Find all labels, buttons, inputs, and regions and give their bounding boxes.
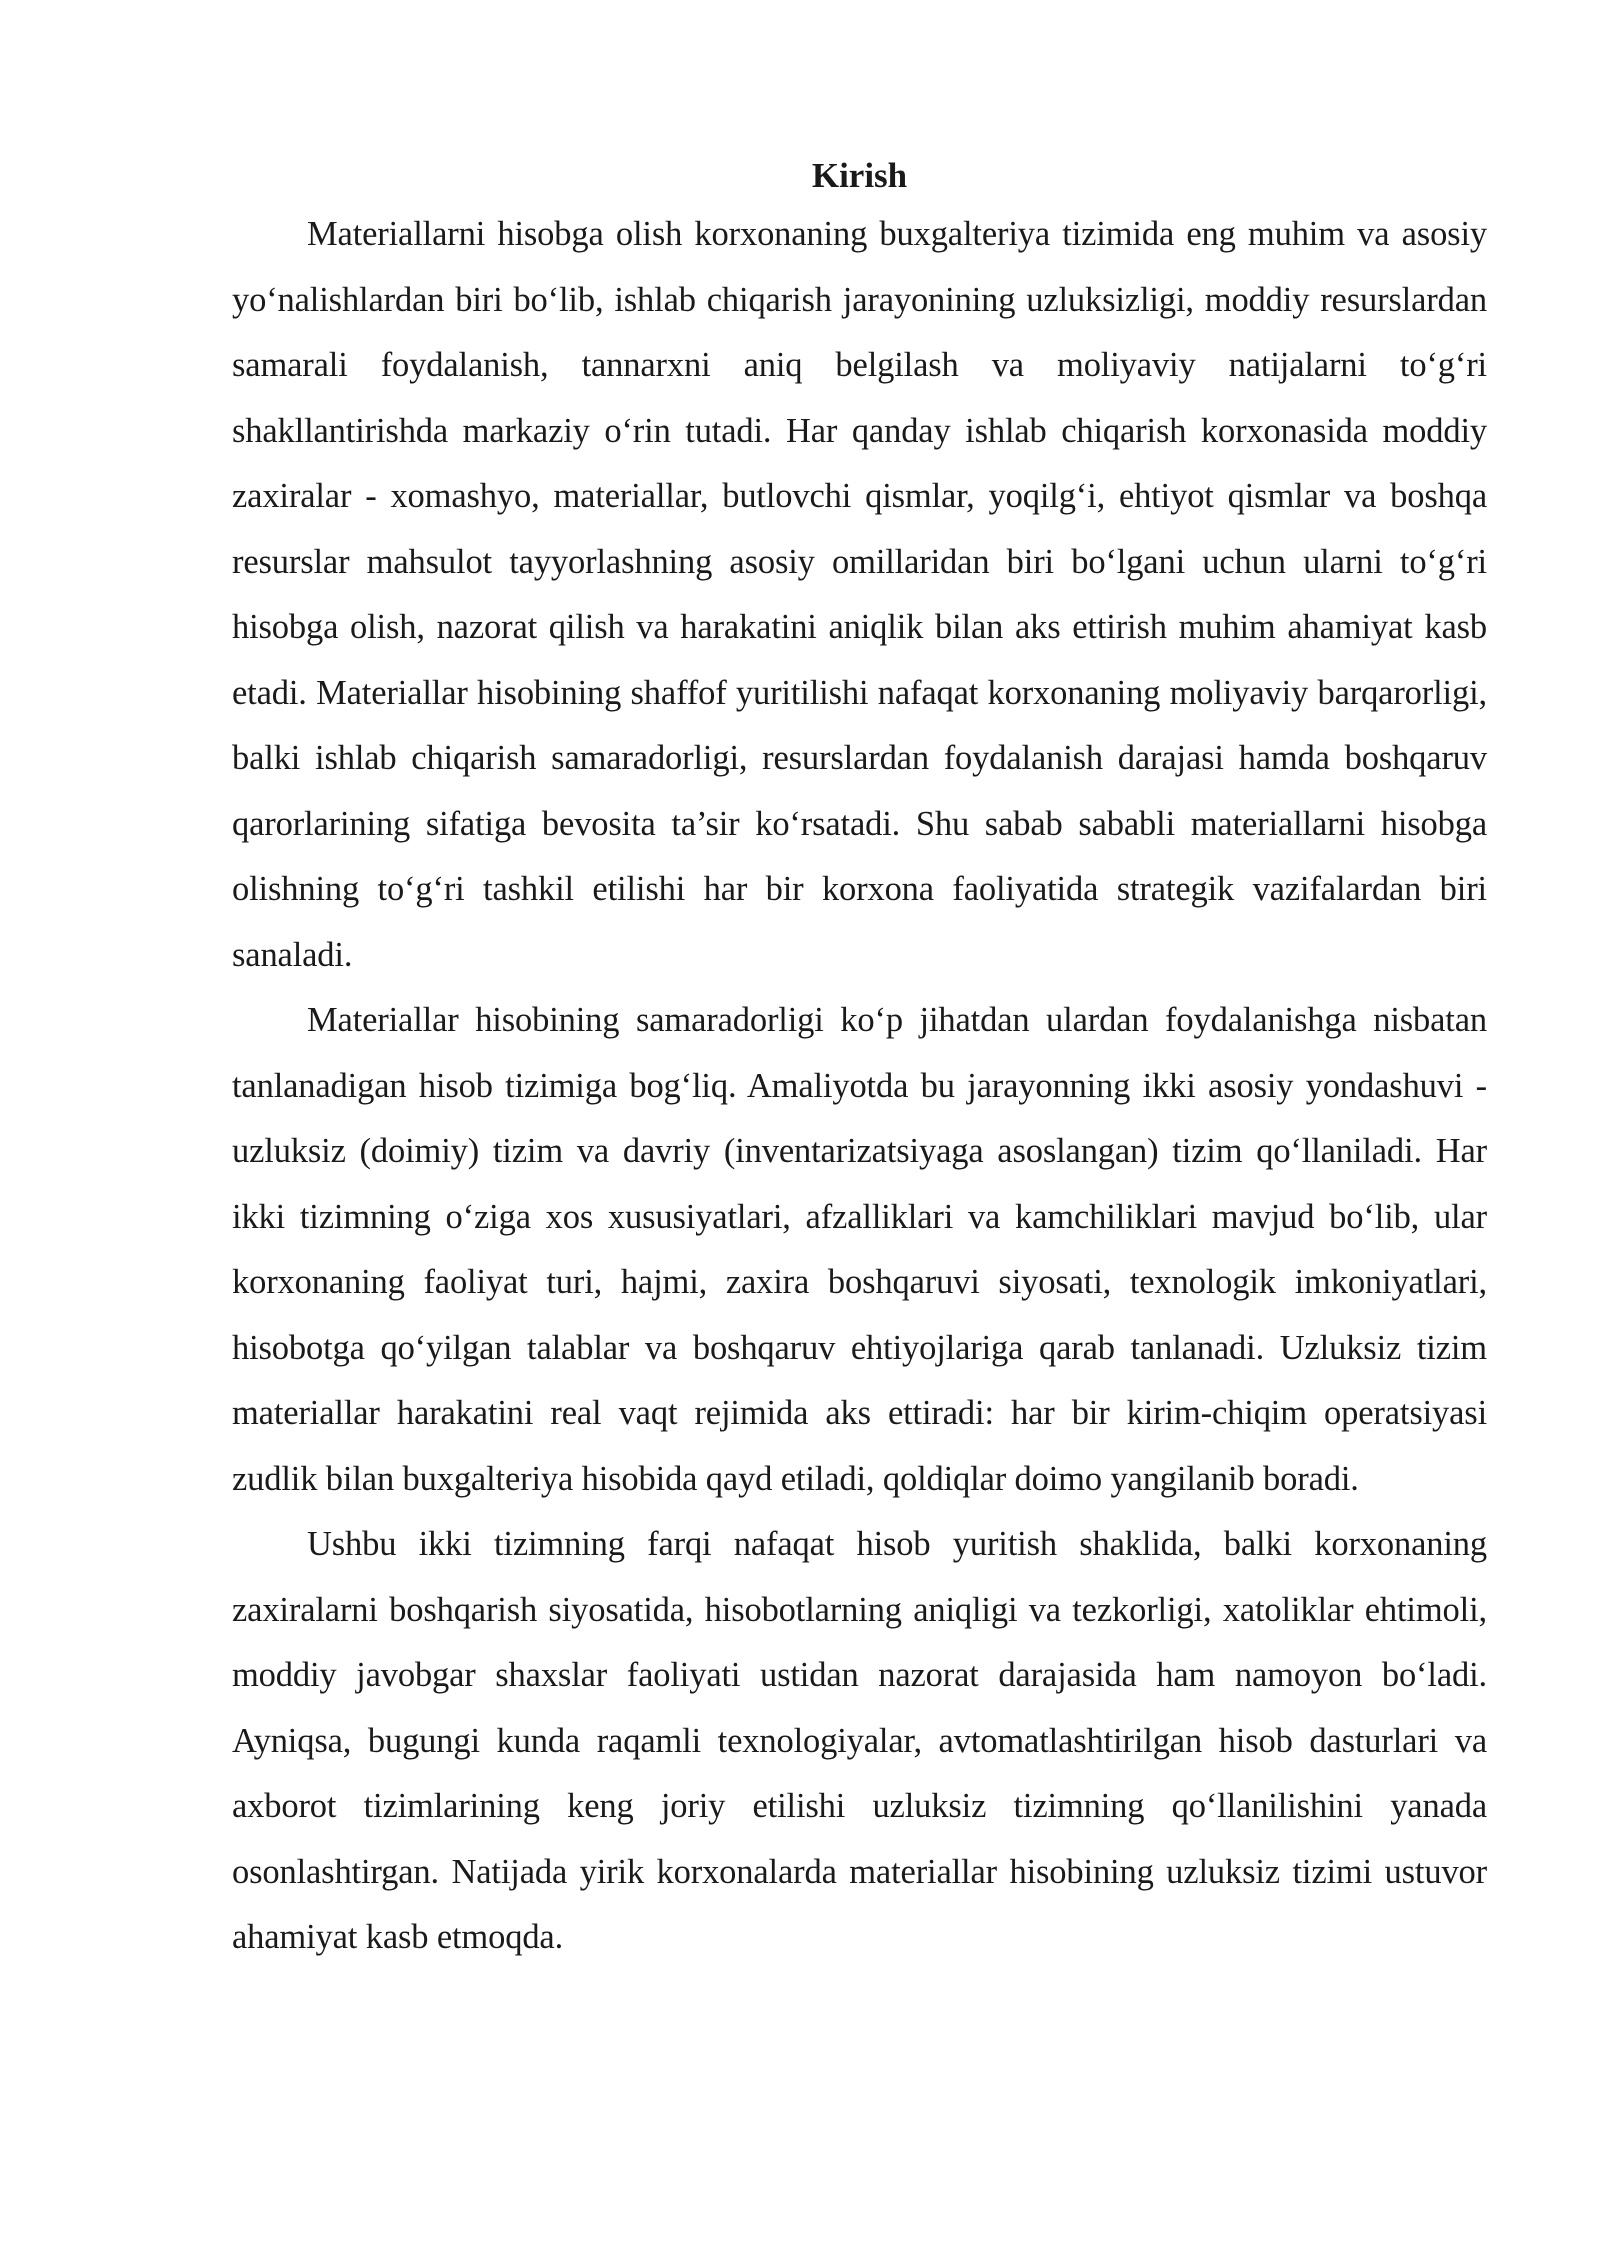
paragraph-1: Materiallarni hisobga olish korxonaning buxgalteriya tizimida eng muhim va asosiy yo‘nalishlardan biri bo‘lib, ishlab chiqarish jarayonining uzluksizligi, moddiy resurslardan samarali foydalanish, tannarxni aniq belgilash va moliyaviy natijalarni to‘g‘ri shakllantirishda markaziy o‘rin tutadi. Har qanday ishlab chiqarish korxonasida moddiy zaxiralar - xomashyo, materiallar, butlovchi qismlar, yoqilg‘i, ehtiyot qismlar va boshqa resurslar mahsulot tayyorlashning asosiy omillaridan biri bo‘lgani uchun ularni to‘g‘ri hisobga olish, nazorat qilish va harakatini aniqlik bilan aks ettirish muhim ahamiyat kasb etadi. Materiallar hisobining shaffof yuritilishi nafaqat korxonaning moliyaviy barqarorligi, balki ishlab chiqarish samaradorligi, resurslardan foydalanish darajasi hamda boshqaruv qarorlarining sifatiga bevosita ta’sir ko‘rsatadi. Shu sabab sababli materiallarni hisobga olishning to‘g‘ri tashkil etilishi har bir korxona faoliyatida strategik vazifalardan biri sanaladi. (232, 215, 1487, 974)
paragraph-3: Ushbu ikki tizimning farqi nafaqat hisob yuritish shaklida, balki korxonaning zaxiralarni boshqarish siyosatida, hisobotlarning aniqligi va tezkorligi, xatoliklar ehtimoli, moddiy javobgar shaxslar faoliyati ustidan nazorat darajasida ham namoyon bo‘ladi. Ayniqsa, bugungi kunda raqamli texnologiyalar, avtomatlashtirilgan hisob dasturlari va axborot tizimlarining keng joriy etilishi uzluksiz tizimning qo‘llanilishini yanada osonlashtirgan. Natijada yirik korxonalarda materiallar hisobining uzluksiz tizimi ustuvor ahamiyat kasb etmoqda. (232, 1525, 1487, 1956)
paragraph-2: Materiallar hisobining samaradorligi ko‘p jihatdan ulardan foydalanishga nisbatan tanlanadigan hisob tizimiga bog‘liq. Amaliyotda bu jarayonning ikki asosiy yondashuvi - uzluksiz (doimiy) tizim va davriy (inventarizatsiyaga asoslangan) tizim qo‘llaniladi. Har ikki tizimning o‘ziga xos xususiyatlari, afzalliklari va kamchiliklari mavjud bo‘lib, ular korxonaning faoliyat turi, hajmi, zaxira boshqaruvi siyosati, texnologik imkoniyatlari, hisobotga qo‘yilgan talablar va boshqaruv ehtiyojlariga qarab tanlanadi. Uzluksiz tizim materiallar harakatini real vaqt rejimida aks ettiradi: har bir kirim-chiqim operatsiyasi zudlik bilan buxgalteriya hisobida qayd etiladi, qoldiqlar doimo yangilanib boradi. (232, 1001, 1487, 1498)
document-body (232, 150, 1487, 1971)
page-title: Kirish (811, 156, 908, 195)
